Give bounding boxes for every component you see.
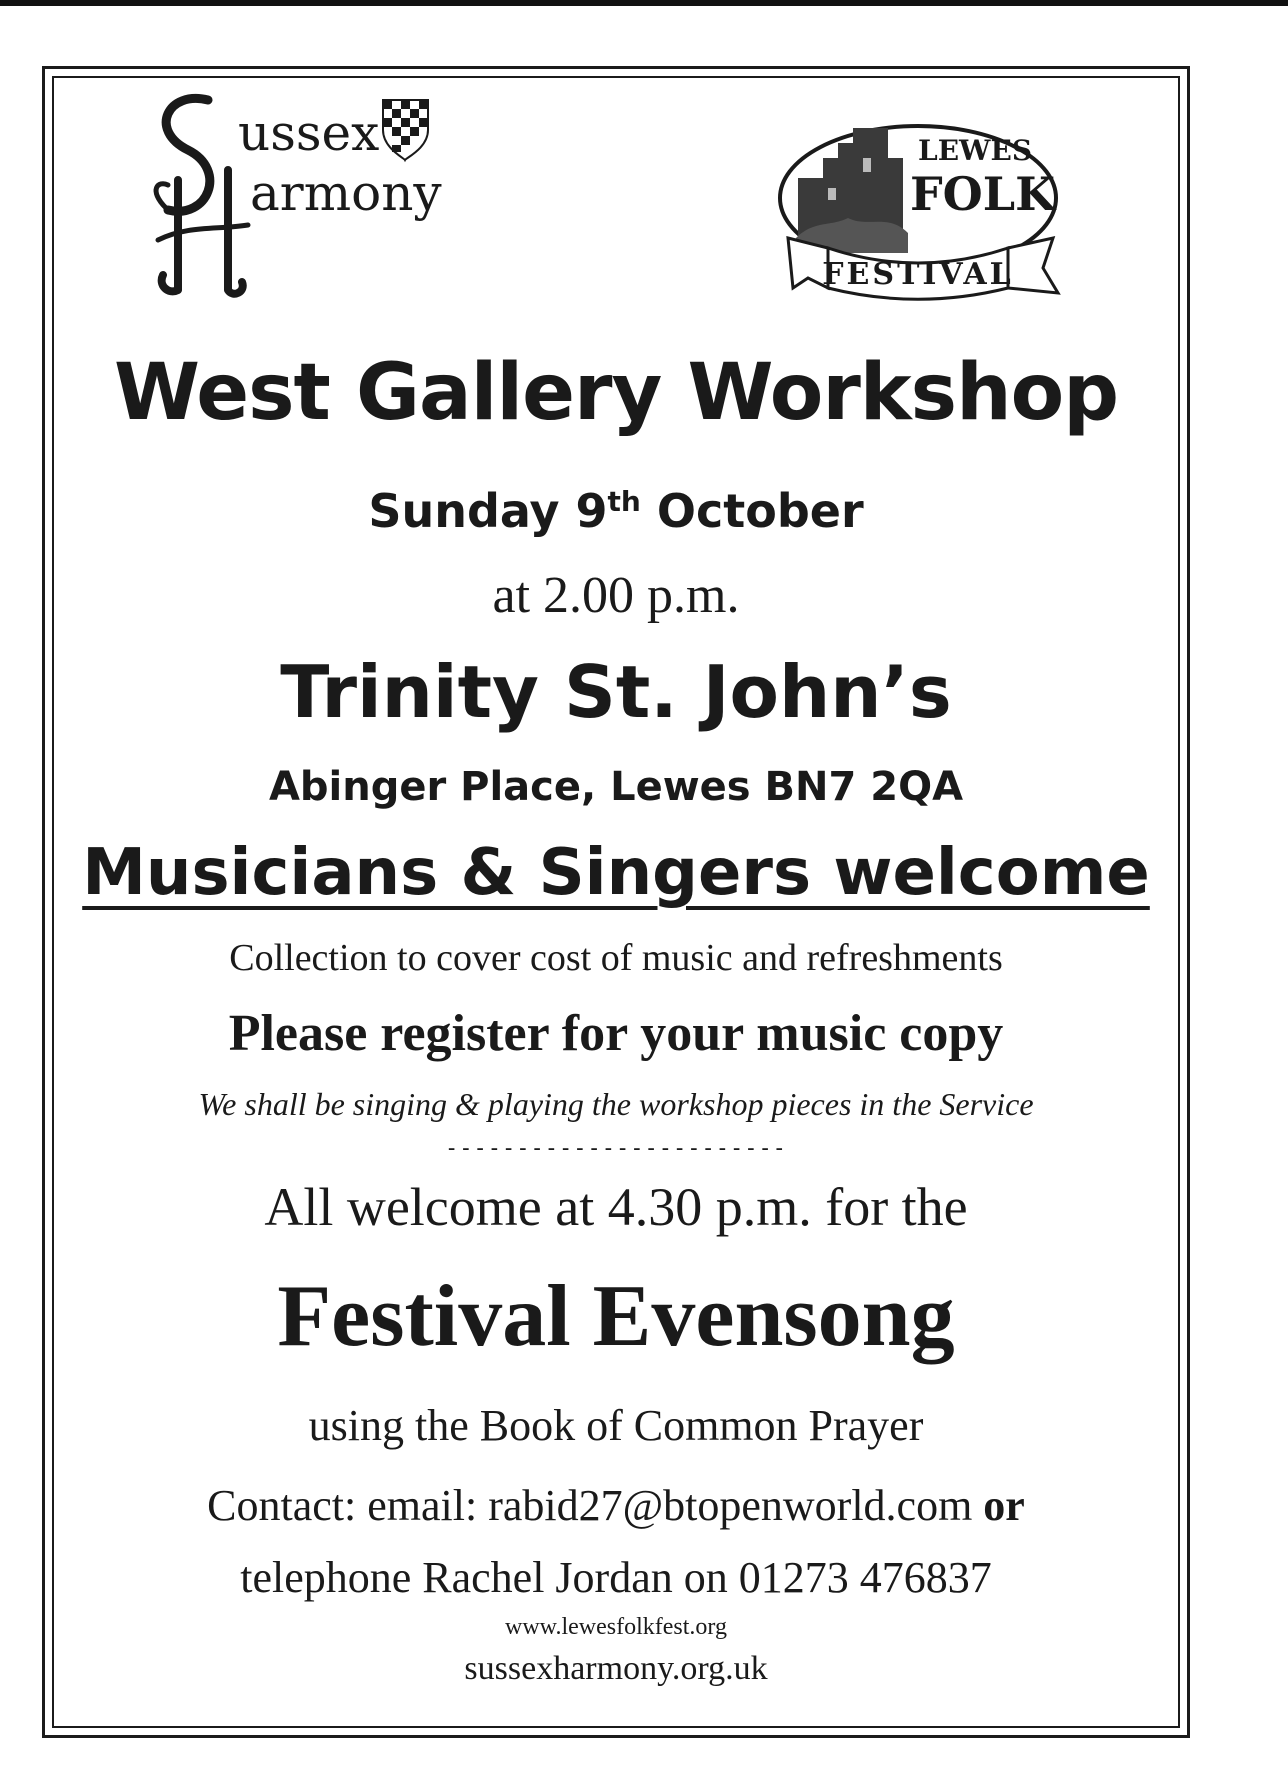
service-note: We shall be singing & playing the workshop pieces in the Service xyxy=(198,1086,1034,1122)
sussexharmony-website: sussexharmony.org.uk xyxy=(464,1650,768,1687)
lewes-folk-festival-logo xyxy=(768,118,1068,308)
event-time: at 2.00 p.m. xyxy=(492,567,740,624)
evensong-subtitle: using the Book of Common Prayer xyxy=(308,1401,924,1450)
dashed-divider: ------------------------ xyxy=(445,1136,787,1161)
scan-edge xyxy=(0,0,1288,6)
contact-line xyxy=(52,1480,1180,1531)
svg-text:FOLK: FOLK xyxy=(910,167,1056,221)
venue-name: Trinity St. John’s xyxy=(280,650,952,734)
register-note: Please register for your music copy xyxy=(228,1005,1004,1062)
date-month: October xyxy=(656,484,864,538)
date-suffix: th xyxy=(607,485,641,518)
contact-or: or xyxy=(983,1481,1025,1530)
workshop-title: West Gallery Workshop xyxy=(113,348,1119,438)
welcome-text: Musicians & Singers welcome xyxy=(82,836,1150,910)
venue-address: Abinger Place, Lewes BN7 2QA xyxy=(268,764,964,810)
date-day: Sunday 9 xyxy=(368,484,608,538)
contact-email: Contact: email: rabid27@btopenworld.com xyxy=(207,1481,973,1530)
contact-phone: telephone Rachel Jordan on 01273 476837 xyxy=(240,1553,992,1602)
evensong-title: Festival Evensong xyxy=(277,1268,955,1365)
svg-text:LEWES: LEWES xyxy=(918,134,1033,167)
svg-text:ussex: ussex xyxy=(238,104,380,162)
collection-note: Collection to cover cost of music and refreshments xyxy=(229,937,1003,979)
evensong-intro: All welcome at 4.30 p.m. for the xyxy=(264,1177,968,1237)
svg-text:armony: armony xyxy=(250,164,442,222)
folkfest-website: www.lewesfolkfest.org xyxy=(505,1614,727,1640)
sussex-harmony-logo xyxy=(138,90,498,300)
checkered-shield-icon xyxy=(383,100,428,160)
event-date xyxy=(52,484,1180,538)
welcome-heading xyxy=(52,836,1180,910)
svg-text:FESTIVAL: FESTIVAL xyxy=(822,257,1014,292)
